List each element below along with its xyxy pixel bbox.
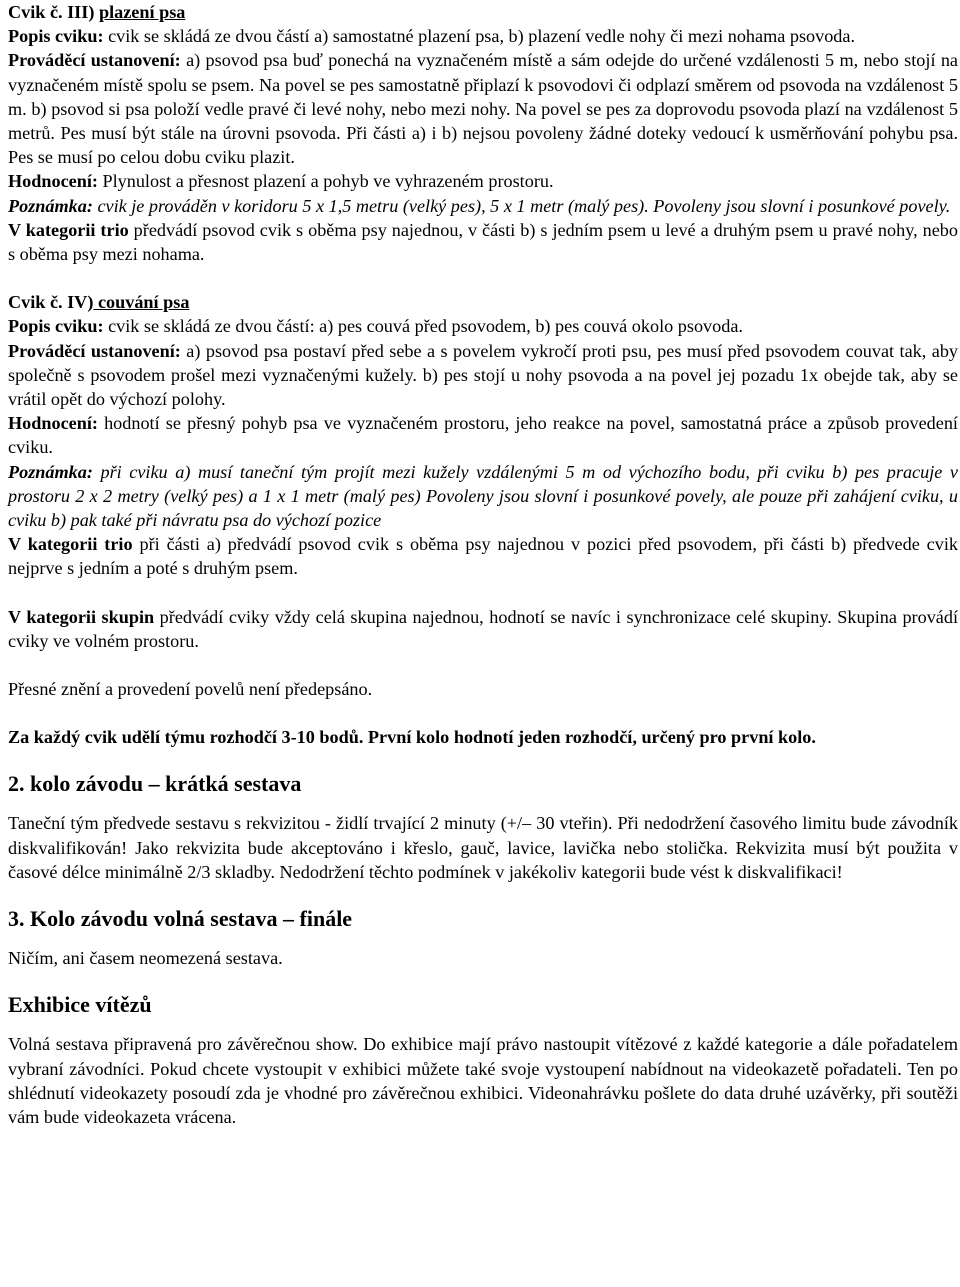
kolo3-heading: 3. Kolo závodu volná sestava – finále	[8, 906, 353, 932]
povely-note: Přesné znění a provedení povelů není předepsáno.	[8, 679, 373, 700]
cvik3-title	[8, 0, 958, 24]
cvik4-poznamka	[8, 460, 958, 533]
cvik4-hodnoceni-text: hodnotí se přesný pohyb psa ve vyznačeném prostoru, jeho reakce na povel, samostatná práce a způsob provedení cviku.	[8, 413, 958, 458]
cvik4-hodnoceni	[8, 411, 958, 459]
cvik4-trio	[8, 532, 958, 580]
exhibice-text: Volná sestava připravená pro závěrečnou show. Do exhibice mají právo nastoupit vítězové z každé kategorie a dále pořadatelem vybraní závodníci. Pokud chcete vystoupit v exhibici můžete také svoje vystoupení nabídnout na videokazetě pořadateli. Ten po shlédnutí videokazety posoudí zda je vhodné pro závěrečnou exhibici. Videonahrávku pošlete do data druhé uzávěrky, při soutěži vám bude videokazeta vrácena.	[8, 1034, 958, 1127]
spacer	[8, 581, 958, 605]
kolo2-heading: 2. kolo závodu – krátká sestava	[8, 771, 302, 797]
cvik3-title-prefix: Cvik č. III)	[8, 2, 99, 22]
cvik4-title-name: couvání psa	[93, 292, 190, 313]
cvik4-provadeci-label: Prováděcí ustanovení:	[8, 340, 181, 361]
spacer	[8, 797, 958, 811]
spacer	[8, 884, 958, 906]
cvik4-popis-label: Popis cviku:	[8, 316, 104, 337]
cvik4-popis	[8, 314, 958, 338]
skupin-paragraph	[8, 605, 958, 653]
cvik3-hodnoceni	[8, 169, 958, 193]
cvik3-hodnoceni-text: Plynulost a přesnost plazení a pohyb ve vyhrazeném prostoru.	[97, 171, 554, 192]
spacer	[8, 970, 958, 992]
cvik4-title-prefix: Cvik č. IV)	[8, 292, 94, 313]
spacer	[8, 653, 958, 677]
cvik3-poznamka	[8, 194, 958, 218]
cvik4-poznamka-label: Poznámka:	[8, 461, 93, 482]
spacer	[8, 266, 958, 290]
kolo2-text: Taneční tým předvede sestavu s rekvizitou - židlí trvající 2 minuty (+/– 30 vteřin). Při nedodržení časového limitu bude závodník diskvalifikován! Jako rekvizita bude akceptováno i křeslo, gauč, lavice, lavička nebo stolička. Rekvizita musí být použita v časové délce minimálně 2/3 skladby. Nedodržení těchto podmínek v jakékoliv kategorii bude vést k diskvalifikaci!	[8, 813, 958, 882]
skupin-text: předvádí cviky vždy celá skupina najednou, hodnotí se navíc i synchronizace celé skupiny. Skupina provádí cviky ve volném prostoru.	[8, 606, 959, 651]
cvik3-trio-text: předvádí psovod cvik s oběma psy najednou, v části b) s jedním psem u levé a druhým psem u pravé nohy, nebo s oběma psy mezi nohama.	[8, 219, 958, 265]
cvik3-trio-label: V kategorii trio	[8, 219, 129, 240]
cvik4-provadeci	[8, 339, 958, 412]
cvik3-provadeci	[8, 48, 958, 169]
cvik3-poznamka-text: cvik je prováděn v koridoru 5 x 1,5 metru (velký pes), 5 x 1 metr (malý pes). Povoleny jsou slovní i posunkové povely.	[92, 195, 951, 216]
cvik3-provadeci-text: a) psovod psa buď ponechá na vyznačeném místě a sám odejde do určené vzdálenosti 5 m, nebo stojí na vyznačeném místě spolu se psem. Na povel se pes samostatně připlazí k psovodovi či odplazí směrem od psovoda na vzdálenost 5 m. b) psovod si psa položí vedle pravé či levé nohy, nebo mezi nohy. Na povel se pes za doprovodu psovoda plazí na vzdálenost 5 metrů. Pes musí být stále na úrovni psovoda. Při části a) i b) nejsou povoleny žádné doteky vedoucí k usměrňování pohybu psa. Pes se musí po celou dobu cviku plazit.	[8, 50, 958, 168]
spacer	[8, 749, 958, 771]
cvik3-poznamka-label: Poznámka:	[8, 195, 93, 216]
cvik3-popis-text: cvik se skládá ze dvou částí a) samostatné plazení psa, b) plazení vedle nohy či mezi nohama psovoda.	[103, 26, 856, 47]
cvik3-popis-label: Popis cviku:	[8, 26, 104, 47]
exhibice-heading: Exhibice vítězů	[8, 992, 152, 1018]
skupin-label: V kategorii skupin	[8, 606, 155, 627]
cvik4-popis-text: cvik se skládá ze dvou částí: a) pes couvá před psovodem, b) pes couvá okolo psovoda.	[103, 316, 743, 337]
cvik3-trio	[8, 218, 958, 266]
document-page	[8, 0, 958, 1129]
cvik4-provadeci-text: a) psovod psa postaví před sebe a s povelem vykročí proti psu, pes musí před psovodem couvat tak, aby společně s psovodem prošel mezi vyznačenými kužely. b) pes stojí u nohy psovoda a na povel jej pozadu 1x obejde tak, aby se vrátil opět do výchozí polohy.	[8, 340, 959, 410]
cvik4-hodnoceni-label: Hodnocení:	[8, 413, 98, 434]
cvik3-provadeci-label: Prováděcí ustanovení:	[8, 50, 181, 71]
cvik3-title-name: plazení psa	[98, 2, 186, 22]
cvik3-hodnoceni-label: Hodnocení:	[8, 171, 98, 192]
cvik4-trio-text: při části a) předvádí psovod cvik s oběma psy najednou v pozici před psovodem, při části b) předvede cvik nejprve s jedním a poté s druhým psem.	[8, 534, 958, 579]
scoring-note: Za každý cvik udělí týmu rozhodčí 3-10 bodů. První kolo hodnotí jeden rozhodčí, určený pro první kolo.	[8, 727, 816, 748]
cvik4-trio-label: V kategorii trio	[8, 534, 133, 555]
spacer	[8, 701, 958, 725]
kolo3-text: Ničím, ani časem neomezená sestava.	[8, 948, 283, 969]
cvik3-popis	[8, 24, 958, 48]
cvik4-title	[8, 290, 958, 314]
spacer	[8, 932, 958, 946]
cvik4-poznamka-text: při cviku a) musí taneční tým projít mezi kužely vzdálenými 5 m od výchozího bodu, při cviku b) pes pracuje v prostoru 2 x 2 metry (velký pes) a 1 x 1 metr (malý pes) Povoleny jsou slovní i posunkové povely, ale pouze při zahájení cviku, u cviku b) pak také při návratu psa do výchozí pozice	[8, 461, 958, 531]
spacer	[8, 1018, 958, 1032]
